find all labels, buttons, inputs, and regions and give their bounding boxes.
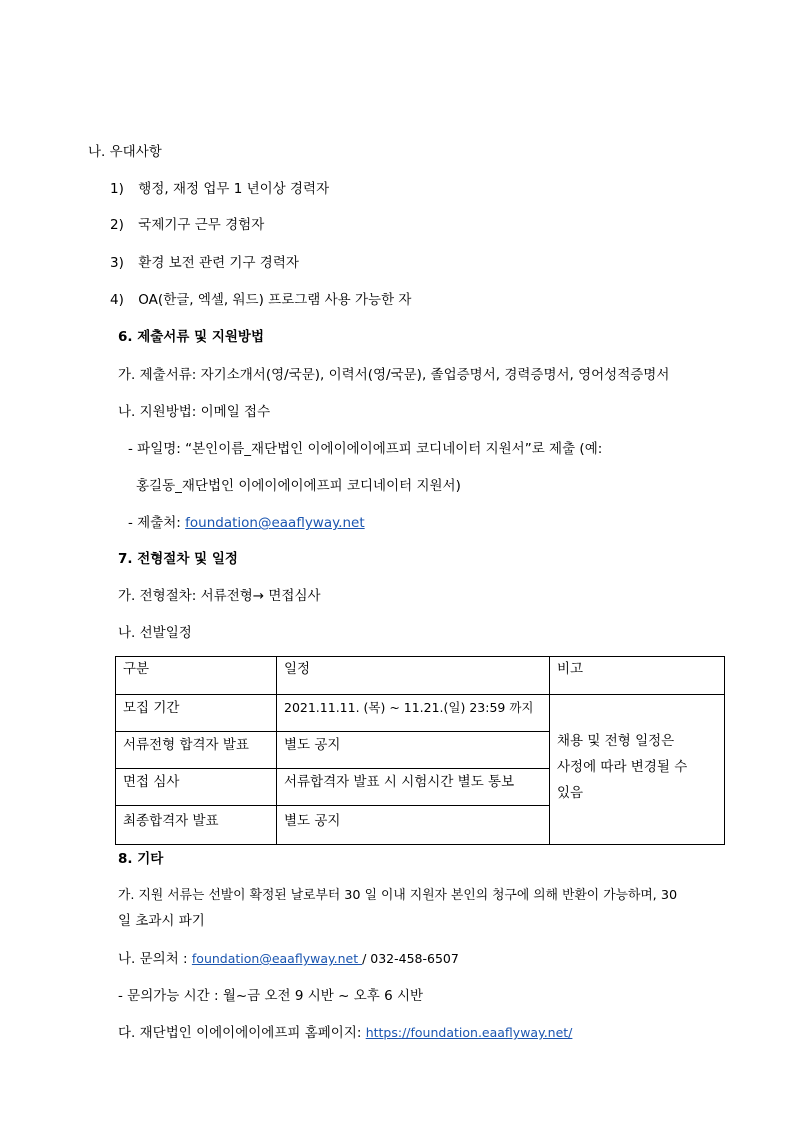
table-border [724,656,725,845]
schedule-note [557,728,687,806]
preference-item [110,254,299,272]
schedule-note-line: 채용 및 전형 일정은 [557,733,675,749]
section-7-title: 7. 전형절차 및 일정 [118,551,238,567]
submission-address-label: - 제출처: [128,515,186,531]
table-border [115,656,725,657]
preference-item [110,216,264,234]
contact-email-link[interactable]: foundation@eaaflyway.net [191,951,363,966]
table-border [115,694,725,695]
table-row-label: 서류전형 합격자 발표 [123,737,249,753]
table-border [115,768,549,769]
contact-line [118,950,459,968]
table-row-date: 별도 공지 [284,813,341,829]
contact-label: 나. 문의처 : [118,951,192,967]
preference-text: 행정, 재정 업무 1 년이상 경력자 [138,181,330,197]
preference-number: 3) [110,255,124,271]
preference-number: 2) [110,217,124,233]
table-header-category: 구분 [123,661,150,677]
table-row-date: 별도 공지 [284,737,341,753]
table-row-label: 모집 기간 [123,700,180,716]
preference-item [110,180,329,198]
table-border [276,656,277,845]
table-border [115,805,549,806]
selection-process: 가. 전형절차: 서류전형→ 면접심사 [118,588,321,604]
homepage-link[interactable]: https://foundation.eaaflyway.net/ [365,1025,573,1040]
table-header-note: 비고 [557,661,584,677]
submission-address [128,514,365,532]
preference-number: 4) [110,292,124,308]
table-border [115,731,549,732]
table-header-schedule: 일정 [284,661,311,677]
table-row-label: 최종합격자 발표 [123,813,219,829]
section-6-title: 6. 제출서류 및 지원방법 [118,329,264,345]
document-return-line-2: 일 초과시 파기 [118,913,205,929]
application-method: 나. 지원방법: 이메일 접수 [118,404,271,420]
preferences-heading: 나. 우대사항 [88,144,162,160]
homepage-label: 다. 재단법인 이에이에이에프피 홈페이지: [118,1025,366,1041]
table-row-date: 2021.11.11. (목) ~ 11.21.(일) 23:59 까지 [284,700,534,715]
filename-rule-line-2: 홍길동_재단법인 이에이에이에프피 코디네이터 지원서) [136,478,461,494]
submission-documents: 가. 제출서류: 자기소개서(영/국문), 이력서(영/국문), 졸업증명서, 경력증명서, 영어성적증명서 [118,367,670,383]
homepage-line [118,1024,572,1042]
preference-text: OA(한글, 엑셀, 워드) 프로그램 사용 가능한 자 [138,292,412,308]
table-border [115,844,725,845]
table-row-date: 서류합격자 발표 시 시험시간 별도 통보 [284,774,515,790]
schedule-heading: 나. 선발일정 [118,625,192,641]
section-8-title: 8. 기타 [118,851,164,867]
schedule-note-line: 있음 [557,785,584,801]
filename-rule-line-1: - 파일명: “본인이름_재단법인 이에이에이에프피 코디네이터 지원서”로 제출 (예: [128,441,603,457]
contact-phone: / 032-458-6507 [362,951,459,966]
table-row-label: 면접 심사 [123,774,180,790]
preference-item [110,291,411,309]
table-border [115,656,116,845]
preference-text: 환경 보전 관련 기구 경력자 [138,255,299,271]
submission-email-link[interactable]: foundation@eaaflyway.net [185,515,365,531]
preference-number: 1) [110,181,124,197]
document-return-line-1: 가. 지원 서류는 선발이 확정된 날로부터 30 일 이내 지원자 본인의 청구에 의해 반환이 가능하며, 30 [118,888,678,903]
schedule-note-line: 사정에 따라 변경될 수 [557,759,688,775]
preference-text: 국제기구 근무 경험자 [138,217,265,233]
contact-hours: - 문의가능 시간 : 월~금 오전 9 시반 ~ 오후 6 시반 [118,988,424,1004]
table-border [549,656,550,845]
